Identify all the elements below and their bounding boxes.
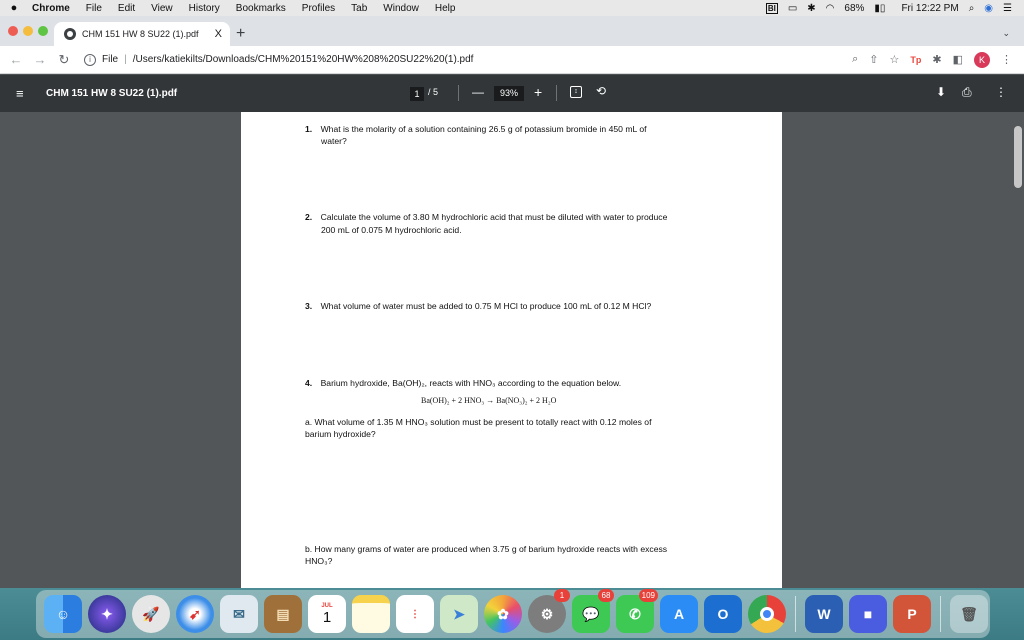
app-store-icon[interactable]: A bbox=[660, 595, 698, 633]
apple-menu-icon[interactable]: ● bbox=[10, 2, 18, 14]
question-1-number: 1. bbox=[305, 124, 313, 134]
menu-bookmarks[interactable]: Bookmarks bbox=[235, 2, 286, 14]
tab-search-chevron-icon[interactable]: ⌄ bbox=[1002, 28, 1010, 38]
menu-app-chrome[interactable]: Chrome bbox=[32, 2, 70, 14]
dock-separator bbox=[795, 596, 796, 632]
outlook-icon[interactable] bbox=[704, 595, 742, 633]
pdf-viewer-toolbar bbox=[0, 75, 1024, 112]
fit-page-icon[interactable]: ↕ bbox=[570, 86, 582, 98]
toolbar-divider bbox=[458, 85, 459, 101]
question-4b-line-2: HNO₃? bbox=[305, 556, 333, 566]
facetime-icon[interactable]: ✆ 109 bbox=[616, 595, 654, 633]
airplay-icon[interactable]: ▭ bbox=[787, 2, 798, 14]
outlook-letter: O bbox=[717, 606, 729, 622]
window-zoom-button[interactable] bbox=[38, 26, 48, 36]
question-4 bbox=[305, 377, 621, 389]
print-icon[interactable]: ⎙ bbox=[962, 85, 972, 99]
pdf-sidebar-menu-icon[interactable]: ≡ bbox=[16, 86, 24, 101]
question-1-text: What is the molarity of a solution containing 26.5 g of potassium bromide in 450 mL of bbox=[320, 124, 647, 134]
pdf-page bbox=[241, 112, 782, 588]
share-icon[interactable]: ⇧ bbox=[869, 54, 879, 66]
page-number-input[interactable]: 1 bbox=[410, 87, 424, 101]
question-4a-line-2: barium hydroxide? bbox=[305, 429, 376, 439]
browser-toolbar bbox=[0, 46, 1024, 74]
pdf-favicon-icon bbox=[64, 28, 76, 40]
menu-edit[interactable]: Edit bbox=[117, 2, 136, 14]
question-4-text: Barium hydroxide, Ba(OH)₂, reacts with HNO₃ according to the equation below. bbox=[320, 378, 622, 388]
system-preferences-badge: 1 bbox=[554, 589, 570, 602]
toolbar-divider bbox=[556, 85, 557, 101]
rotate-icon[interactable]: ⟲ bbox=[596, 84, 607, 98]
dock-separator bbox=[940, 596, 941, 632]
bookmark-star-icon[interactable]: ☆ bbox=[889, 54, 900, 66]
macos-menu-bar bbox=[0, 0, 1024, 16]
pdf-document-area[interactable] bbox=[0, 112, 1024, 588]
browser-tab-strip bbox=[0, 16, 1024, 46]
pdf-more-menu-icon[interactable]: ⋮ bbox=[995, 85, 1007, 99]
vertical-scrollbar[interactable] bbox=[1014, 126, 1022, 188]
wifi-icon[interactable]: ◠ bbox=[825, 2, 835, 14]
question-4b-line-1: b. How many grams of water are produced when 3.75 g of barium hydroxide reacts with excess bbox=[305, 544, 668, 554]
tab-close-button[interactable]: X bbox=[214, 28, 222, 40]
messages-badge: 68 bbox=[598, 589, 614, 602]
word-icon[interactable] bbox=[805, 595, 843, 633]
maps-icon[interactable]: ➤ bbox=[440, 595, 478, 633]
powerpoint-letter: P bbox=[907, 606, 917, 622]
site-info-icon[interactable]: i bbox=[84, 54, 96, 66]
zoom-out-button[interactable]: — bbox=[472, 85, 484, 99]
pdf-title: CHM 151 HW 8 SU22 (1).pdf bbox=[46, 88, 178, 99]
question-4-number: 4. bbox=[305, 378, 313, 388]
facetime-badge: 109 bbox=[639, 589, 658, 602]
forward-arrow-icon[interactable]: → bbox=[33, 52, 47, 67]
mail-icon[interactable]: ✉ bbox=[220, 595, 258, 633]
photos-icon[interactable]: ✿ bbox=[484, 595, 522, 633]
browser-tab-active[interactable] bbox=[54, 22, 230, 46]
battery-percent: 68% bbox=[844, 2, 865, 14]
question-1-line-2: water? bbox=[321, 136, 347, 146]
tab-title: CHM 151 HW 8 SU22 (1).pdf bbox=[82, 29, 199, 39]
profile-avatar[interactable]: K bbox=[974, 52, 990, 68]
url-text: /Users/katiekilts/Downloads/CHM%20151%20HW%208%20SU22%20(1).pdf bbox=[132, 54, 474, 65]
extension-tp-icon[interactable]: Tp bbox=[910, 54, 922, 65]
notes-icon[interactable] bbox=[352, 595, 390, 633]
menu-window[interactable]: Window bbox=[383, 2, 419, 14]
address-bar[interactable] bbox=[84, 50, 852, 70]
reload-icon[interactable]: ↻ bbox=[58, 51, 70, 67]
word-letter: W bbox=[817, 606, 831, 622]
menu-profiles[interactable]: Profiles bbox=[301, 2, 336, 14]
finder-icon[interactable]: ☺ bbox=[44, 595, 82, 633]
window-minimize-button[interactable] bbox=[23, 26, 33, 36]
download-icon[interactable]: ⬇ bbox=[936, 85, 947, 99]
window-close-button[interactable] bbox=[8, 26, 18, 36]
contacts-icon[interactable]: ▤ bbox=[264, 595, 302, 633]
question-1 bbox=[305, 123, 647, 135]
battery-icon[interactable]: ▮▯ bbox=[874, 2, 886, 14]
siri-dock-icon[interactable]: ✦ bbox=[88, 595, 126, 633]
question-3-number: 3. bbox=[305, 301, 313, 311]
url-separator: | bbox=[124, 54, 127, 65]
question-4-equation: Ba(OH)₂ + 2 HNO₃ → Ba(NO₃)₂ + 2 H₂O bbox=[421, 396, 557, 405]
question-3 bbox=[305, 300, 651, 312]
bluetooth-app-icon[interactable]: BI bbox=[767, 3, 776, 13]
macos-dock bbox=[36, 590, 990, 638]
siri-icon[interactable]: ◉ bbox=[984, 2, 994, 14]
side-panel-icon[interactable]: ◧ bbox=[952, 54, 963, 66]
question-3-text: What volume of water must be added to 0.75 M HCl to produce 100 mL of 0.12 M HCl? bbox=[320, 301, 652, 311]
question-2-number: 2. bbox=[305, 212, 313, 222]
menu-history[interactable]: History bbox=[188, 2, 220, 14]
new-tab-button[interactable]: + bbox=[236, 25, 246, 42]
menubar-clock[interactable]: Fri 12:22 PM bbox=[901, 2, 959, 14]
reminders-icon[interactable]: ⋮ bbox=[396, 595, 434, 633]
calendar-icon[interactable] bbox=[308, 595, 346, 633]
spotlight-search-icon[interactable]: ⌕ bbox=[968, 2, 975, 14]
back-arrow-icon[interactable]: ← bbox=[9, 52, 23, 67]
launchpad-rocket-icon[interactable]: 🚀 bbox=[132, 595, 170, 633]
bluetooth-icon[interactable]: ✱ bbox=[807, 2, 816, 14]
calendar-day: 1 bbox=[322, 608, 332, 626]
safari-compass-icon[interactable]: ➹ bbox=[176, 595, 214, 633]
question-4a-line-1: a. What volume of 1.35 M HNO₃ solution must be present to totally react with 0.12 moles of bbox=[305, 417, 652, 427]
messages-icon[interactable]: 💬 68 bbox=[572, 595, 610, 633]
page-count: / 5 bbox=[428, 87, 439, 97]
powerpoint-icon[interactable] bbox=[893, 595, 931, 633]
url-scheme: File bbox=[102, 54, 119, 65]
zoom-icon[interactable]: ⌕ bbox=[852, 53, 859, 65]
question-2-line-2: 200 mL of 0.075 M hydrochloric acid. bbox=[321, 225, 462, 235]
menu-tab[interactable]: Tab bbox=[351, 2, 368, 14]
menu-file[interactable]: File bbox=[85, 2, 102, 14]
system-preferences-gear-icon[interactable]: ⚙ 1 bbox=[528, 595, 566, 633]
question-2-text: Calculate the volume of 3.80 M hydrochloric acid that must be diluted with water to produce bbox=[320, 212, 668, 222]
question-2 bbox=[305, 211, 667, 223]
menu-help[interactable]: Help bbox=[434, 2, 456, 14]
trash-icon[interactable]: 🗑 bbox=[950, 595, 988, 633]
chrome-icon[interactable] bbox=[748, 595, 786, 633]
menu-view[interactable]: View bbox=[151, 2, 173, 14]
extensions-puzzle-icon[interactable]: ✱ bbox=[932, 54, 942, 66]
calendar-month: JUL bbox=[321, 602, 333, 609]
chrome-menu-icon[interactable]: ⋮ bbox=[1001, 54, 1012, 66]
zoom-in-button[interactable]: + bbox=[534, 84, 543, 100]
zoom-level-input[interactable]: 93% bbox=[494, 86, 524, 101]
control-center-icon[interactable]: ☰ bbox=[1003, 2, 1012, 14]
zoom-video-icon[interactable]: ■ bbox=[849, 595, 887, 633]
